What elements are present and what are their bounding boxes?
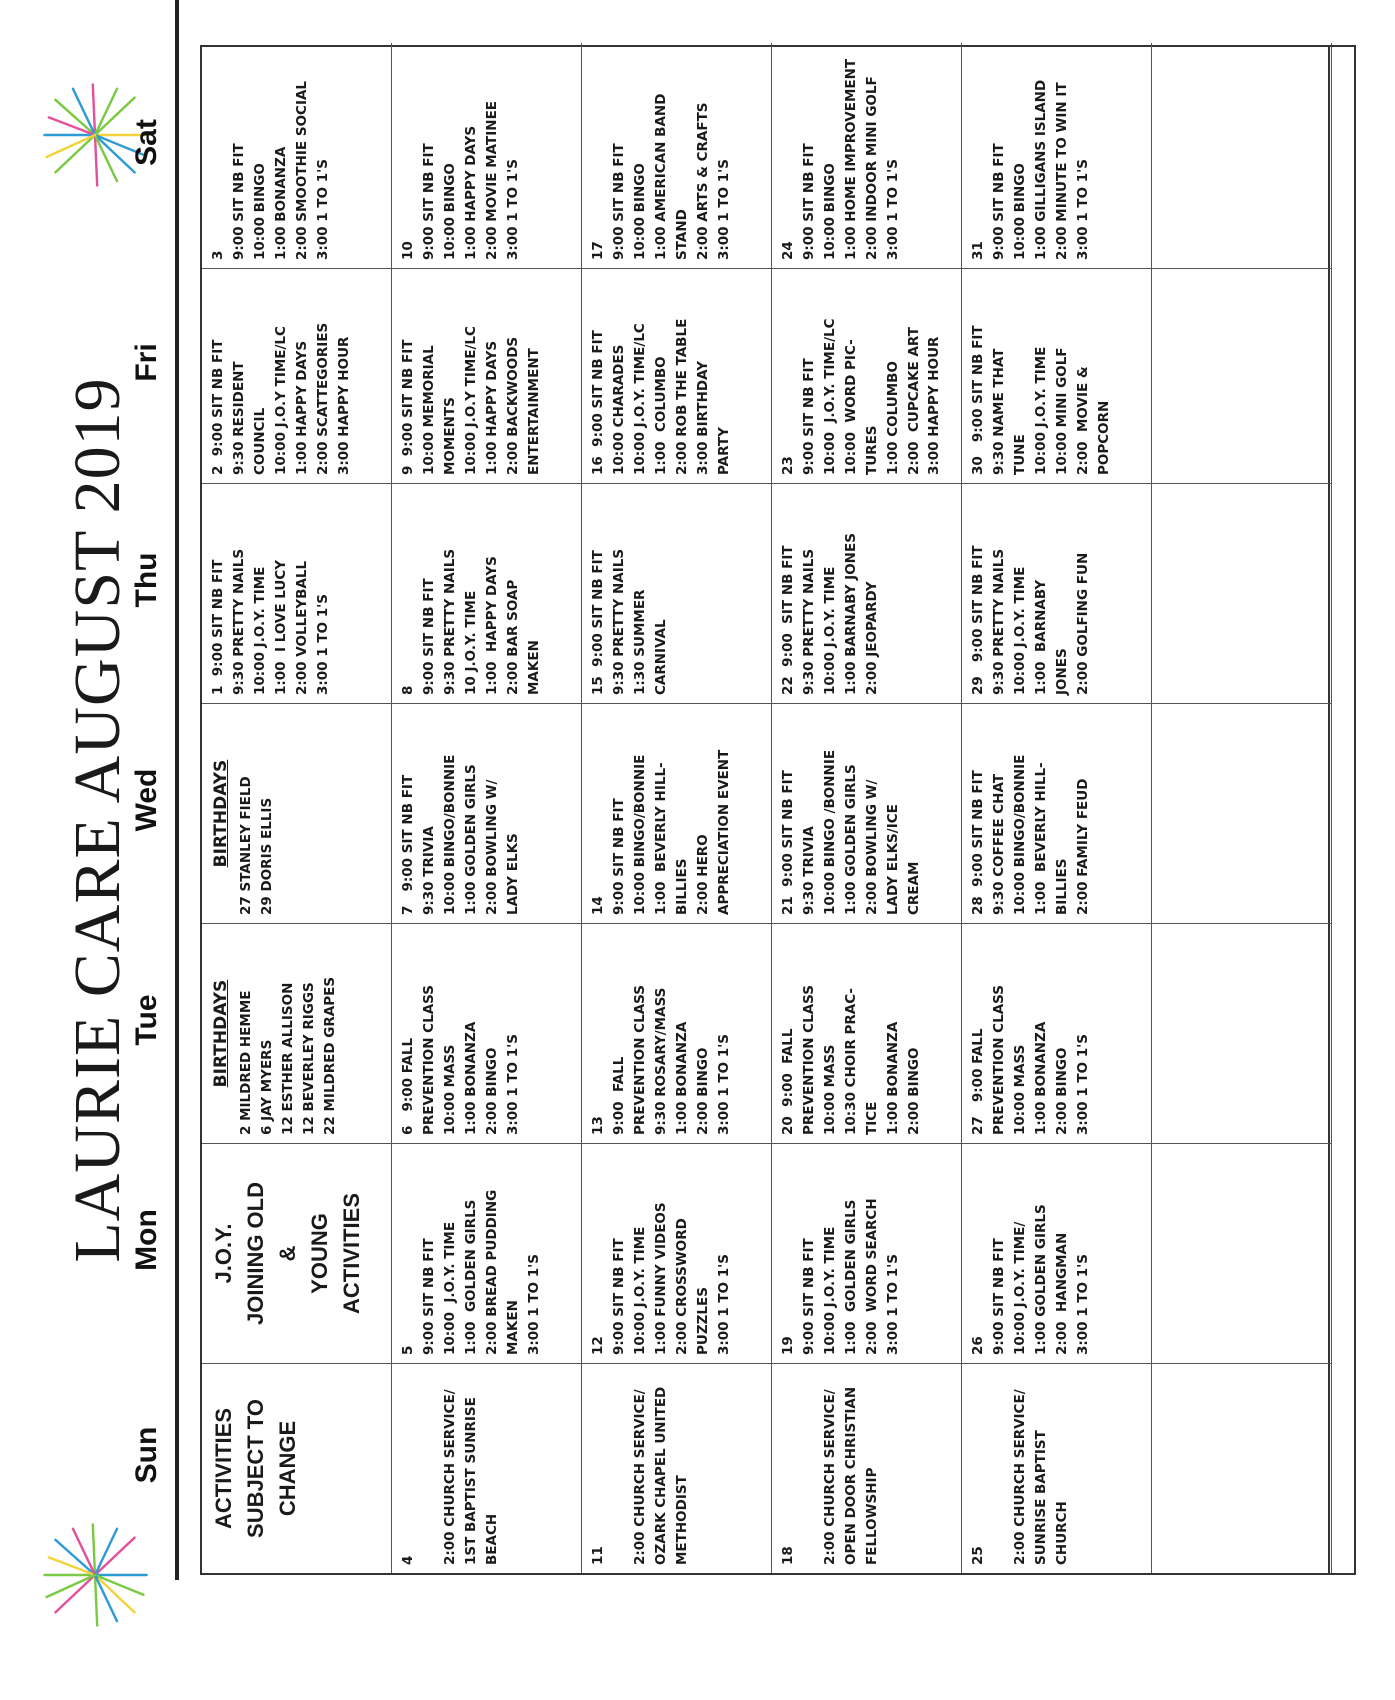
- activity-line: BEACH: [483, 1513, 500, 1565]
- activity-line: 2:00 CROSSWORD: [673, 1218, 690, 1355]
- activity-line: 3:00 1 TO 1'S: [314, 593, 331, 695]
- activity-line: 10:00 BINGO /BONNIE: [821, 749, 838, 915]
- calendar-cell-day: [582, 703, 772, 923]
- activity-line: [989, 1372, 1010, 1565]
- day-header-fri: Fri: [130, 343, 163, 382]
- activity-line: 1:00 GOLDEN GIRLS: [842, 1199, 859, 1355]
- activity-line: OPEN DOOR CHRISTIAN: [842, 1386, 859, 1565]
- activity-line: 1:00 HAPPY DAYS: [293, 340, 310, 475]
- activity-line: 10:00 WORD PIC-: [842, 339, 859, 475]
- activity-line: 2:00 CHURCH SERVICE/: [631, 1389, 648, 1565]
- activity-line: 6 9:00 FALL: [400, 1037, 416, 1135]
- activity-line: 15 9:00 SIT NB FIT: [590, 550, 606, 695]
- activity-line: 12 ESTHER ALLISON: [280, 982, 297, 1135]
- activity-line: 10:00 BINGO: [821, 163, 838, 260]
- activity-line: PREVENTION CLASS: [420, 985, 437, 1135]
- activity-line: 10 J.O.Y. TIME: [462, 590, 479, 695]
- calendar-cell-day: [962, 43, 1152, 268]
- activity-line: 9:30 COFFEE CHAT: [990, 773, 1007, 915]
- calendar-cell-day: [392, 1143, 582, 1363]
- activity-line: 27 STANLEY FIELD: [238, 776, 255, 915]
- activity-line: 9:00 SIT NB FIT: [420, 1238, 437, 1355]
- activity-line: [419, 1372, 440, 1565]
- activity-line: 25: [970, 1546, 986, 1565]
- calendar-cell-day: [582, 268, 772, 483]
- activity-line: 9:30 RESIDENT: [230, 361, 247, 475]
- activity-line: 1:00 GOLDEN GIRLS: [842, 764, 859, 915]
- activity-line: 9:30 TRIVIA: [800, 826, 817, 915]
- activity-line: 10:00 MASS: [1011, 1044, 1028, 1135]
- birthdays-heading: BIRTHDAYS: [211, 979, 231, 1088]
- activity-line: 10:00 J.O.Y. TIME: [821, 566, 838, 695]
- calendar-cell-day: [962, 923, 1152, 1143]
- activity-line: 5: [400, 1345, 416, 1355]
- calendar-cell-day: [392, 923, 582, 1143]
- activity-line: 17: [590, 241, 606, 260]
- activity-line: 9:00 FALL: [610, 1056, 627, 1135]
- activity-line: 3:00 1 TO 1'S: [504, 158, 521, 260]
- calendar-cell-day: [202, 43, 392, 268]
- activity-line: PUZZLES: [694, 1287, 711, 1355]
- activity-line: PREVENTION CLASS: [631, 985, 648, 1135]
- activity-line: 3:00 1 TO 1'S: [504, 1033, 521, 1135]
- calendar-cell-day: [772, 43, 962, 268]
- activity-line: JONES: [1053, 648, 1070, 695]
- activity-line: 29 9:00 SIT NB FIT: [970, 545, 986, 695]
- activity-line: 3:00 1 TO 1'S: [715, 158, 732, 260]
- activity-line: PARTY: [715, 427, 732, 475]
- activity-line: 1:00 I LOVE LUCY: [272, 559, 289, 695]
- activity-line: 2:00 HERO: [694, 834, 711, 915]
- activity-line: 3:00 1 TO 1'S: [884, 158, 901, 260]
- activity-line: 9:00 SIT NB FIT: [800, 143, 817, 260]
- calendar-cell-day: [772, 483, 962, 703]
- activity-line: 1:00 BONANZA: [272, 146, 289, 260]
- activity-line: 9:30 PRETTY NAILS: [230, 548, 247, 695]
- activity-line: 1:00 BEVERLY HILL-: [1032, 762, 1049, 915]
- activity-line: 2:00 BINGO: [694, 1047, 711, 1135]
- activity-line: COUNCIL: [251, 407, 268, 475]
- calendar-cell-empty: [1152, 43, 1332, 268]
- activity-line: 20 9:00 FALL: [780, 1028, 796, 1135]
- activity-line: 3: [210, 250, 226, 260]
- activity-line: 1:00 GILLIGANS ISLAND: [1032, 79, 1049, 260]
- activity-line: 31: [970, 241, 986, 260]
- activity-line: 24: [780, 241, 796, 260]
- activity-line: 9:00 SIT NB FIT: [990, 1238, 1007, 1355]
- activity-line: 2 9:00 SIT NB FIT: [210, 339, 226, 475]
- activity-line: 2:00 JEOPARDY: [863, 581, 880, 695]
- activity-line: PREVENTION CLASS: [990, 985, 1007, 1135]
- activity-line: MAKEN: [504, 1300, 521, 1355]
- activity-line: 12 BEVERLEY RIGGS: [301, 982, 318, 1135]
- activity-line: 3:00 1 TO 1'S: [1074, 1253, 1091, 1355]
- activity-line: 27 9:00 FALL: [970, 1028, 986, 1135]
- page-title: LAURIE CARE AUGUST 2019: [61, 377, 134, 1263]
- activity-line: 22 9:00 SIT NB FIT: [780, 545, 796, 695]
- activity-line: OZARK CHAPEL UNITED: [652, 1386, 669, 1565]
- calendar-cell-day: [962, 1143, 1152, 1363]
- activity-line: 1:00 GOLDEN GIRLS: [1032, 1204, 1049, 1355]
- activity-line: 2:00 MINUTE TO WIN IT: [1053, 82, 1070, 260]
- activity-line: 2:00 BINGO: [1053, 1047, 1070, 1135]
- activity-line: 1:00 BONANZA: [1032, 1021, 1049, 1135]
- activity-line: 10:00 BINGO: [251, 163, 268, 260]
- calendar-cell-day: [582, 923, 772, 1143]
- activity-line: 2:00 CHURCH SERVICE/: [821, 1389, 838, 1565]
- activity-line: APPRECIATION EVENT: [715, 749, 732, 915]
- activity-line: 2:00 CHURCH SERVICE/: [1011, 1389, 1028, 1565]
- activity-line: 9:30 TRIVIA: [420, 826, 437, 915]
- activity-line: 16 9:00 SIT NB FIT: [590, 330, 606, 475]
- activity-line: METHODIST: [673, 1475, 690, 1565]
- activity-line: CREAM: [905, 861, 922, 915]
- activity-line: 11: [590, 1546, 606, 1565]
- activity-line: TURES: [863, 425, 880, 475]
- activity-line: 10: [400, 241, 416, 260]
- calendar-cell-day: [582, 1143, 772, 1363]
- activity-line: 1:00 GOLDEN GIRLS: [462, 764, 479, 915]
- calendar-cell-day: [392, 43, 582, 268]
- calendar-cell-note: [202, 1363, 392, 1573]
- day-header-thu: Thu: [130, 552, 163, 608]
- activity-line: 1:00 HAPPY DAYS: [483, 556, 500, 695]
- activity-line: MOMENTS: [441, 397, 458, 475]
- activity-line: 3:00 1 TO 1'S: [1074, 158, 1091, 260]
- activity-line: 9:00 SIT NB FIT: [420, 143, 437, 260]
- activity-line: 9:00 SIT NB FIT: [800, 1238, 817, 1355]
- activity-line: 2:00 WORD SEARCH: [863, 1198, 880, 1355]
- activity-line: 2:00 MOVIE MATINEE: [483, 100, 500, 260]
- calendar-cell-day: [392, 268, 582, 483]
- activity-line: 2:00 BOWLING W/: [483, 779, 500, 915]
- activity-line: SUBJECT TO: [242, 1399, 268, 1538]
- activity-line: CHANGE: [274, 1420, 300, 1517]
- calendar-cell-day: [772, 1363, 962, 1573]
- calendar-cell-day: [962, 703, 1152, 923]
- activity-line: YOUNG: [306, 1213, 332, 1294]
- activity-line: 10:00 J.O.Y TIME/LC: [272, 326, 289, 475]
- activity-line: J.O.Y.: [211, 1223, 236, 1284]
- activity-line: 9:30 PRETTY NAILS: [441, 548, 458, 695]
- activity-line: 10:00 MEMORIAL: [420, 345, 437, 475]
- activity-line: 10:00 MINI GOLF: [1053, 347, 1070, 475]
- activity-line: 9:30 PRETTY NAILS: [800, 548, 817, 695]
- activity-line: ACTIVITIES: [338, 1193, 364, 1315]
- activity-line: 1:00 COLUMBO: [884, 361, 901, 475]
- activity-line: 10:00 J.O.Y. TIME: [1032, 346, 1049, 475]
- activity-line: 10:00 BINGO: [1011, 163, 1028, 260]
- activity-line: 10:00 MASS: [821, 1044, 838, 1135]
- activity-line: 2:00 BACKWOODS: [504, 336, 521, 475]
- activity-line: 1:00 BEVERLY HILL-: [652, 762, 669, 915]
- activity-line: 3:00 1 TO 1'S: [314, 158, 331, 260]
- activity-line: 10:00 MASS: [441, 1044, 458, 1135]
- activity-line: 3:00 1 TO 1'S: [715, 1253, 732, 1355]
- activity-line: 2:00 ROB THE TABLE: [673, 318, 690, 475]
- calendar-cell-empty: [1152, 703, 1332, 923]
- activity-line: 2:00 MOVIE &: [1074, 366, 1091, 475]
- activity-line: 10:30 CHOIR PRAC-: [842, 987, 859, 1135]
- calendar-cell-empty: [1152, 483, 1332, 703]
- calendar-cell-empty: [1152, 1363, 1332, 1573]
- activity-line: 21 9:00 SIT NB FIT: [780, 770, 796, 915]
- activity-line: 30 9:00 SIT NB FIT: [970, 325, 986, 475]
- activity-line: 26: [970, 1336, 986, 1355]
- activity-line: 1:00 BONANZA: [884, 1021, 901, 1135]
- activity-line: MAKEN: [525, 640, 542, 695]
- calendar-cell-day: [772, 1143, 962, 1363]
- activity-line: 3:00 1 TO 1'S: [715, 1033, 732, 1135]
- activity-line: 9:00 SIT NB FIT: [610, 143, 627, 260]
- calendar-cell-empty: [1152, 268, 1332, 483]
- activity-line: 10:00 J.O.Y TIME/LC: [462, 326, 479, 475]
- calendar-cell-day: [962, 1363, 1152, 1573]
- calendar-cell-day: [392, 703, 582, 923]
- activity-line: 1:00 HAPPY DAYS: [483, 340, 500, 475]
- activity-line: 9:00 SIT NB FIT: [800, 358, 817, 475]
- activity-line: 9:30 PRETTY NAILS: [610, 548, 627, 695]
- activity-line: POPCORN: [1095, 400, 1112, 475]
- activity-line: 1 9:00 SIT NB FIT: [210, 559, 226, 695]
- calendar-cell-empty: [1152, 1143, 1332, 1363]
- activity-line: 2:00 BINGO: [483, 1047, 500, 1135]
- activity-line: 23: [780, 456, 796, 475]
- activity-line: 2:00 BINGO: [905, 1047, 922, 1135]
- day-header-sat: Sat: [130, 119, 163, 166]
- activity-line: 4: [400, 1555, 416, 1565]
- activity-line: FELLOWSHIP: [863, 1467, 880, 1565]
- activity-line: 1:30 SUMMER: [631, 589, 648, 695]
- activity-line: 9 9:00 SIT NB FIT: [400, 339, 416, 475]
- activity-line: 13: [590, 1116, 606, 1135]
- calendar-cell-joy: [202, 1143, 392, 1363]
- activity-line: 1:00 BARNABY JONES: [842, 533, 859, 695]
- activity-line: TUNE: [1011, 434, 1028, 475]
- activity-line: 3:00 1 TO 1'S: [884, 1253, 901, 1355]
- activity-line: 2:00 VOLLEYBALL: [293, 560, 310, 695]
- activity-line: ENTERTAINMENT: [525, 348, 542, 475]
- activity-line: 10:00 BINGO/BONNIE: [1011, 754, 1028, 915]
- activity-line: 10:00 J.O.Y. TIME/LC: [631, 323, 648, 475]
- activity-line: LADY ELKS: [504, 833, 521, 915]
- activity-line: 14: [590, 896, 606, 915]
- calendar-cell-day: [582, 43, 772, 268]
- activity-line: 2:00 ARTS & CRAFTS: [694, 102, 711, 260]
- activity-line: 3:00 BIRTHDAY: [694, 360, 711, 475]
- activity-line: LADY ELKS/ICE: [884, 804, 901, 915]
- calendar-cell-birthdays: [202, 923, 392, 1143]
- activity-line: 2:00 HANGMAN: [1053, 1232, 1070, 1355]
- activity-line: 9:30 PRETTY NAILS: [990, 548, 1007, 695]
- activity-line: 9:00 SIT NB FIT: [610, 798, 627, 915]
- activity-line: 22 MILDRED GRAPES: [322, 976, 339, 1135]
- activity-line: 10:00 J.O.Y. TIME/: [1011, 1221, 1028, 1355]
- activity-line: 1:00 COLUMBO: [652, 356, 669, 475]
- activity-line: BILLIES: [1053, 858, 1070, 915]
- activity-line: 19: [780, 1336, 796, 1355]
- activity-line: 1:00 HOME IMPROVEMENT: [842, 58, 859, 260]
- activity-line: 1ST BAPTIST SUNRISE: [462, 1397, 479, 1565]
- activity-line: 10:00 BINGO/BONNIE: [441, 754, 458, 915]
- activity-line: 2:00 CHURCH SERVICE/: [441, 1389, 458, 1565]
- day-header-wed: Wed: [130, 768, 163, 832]
- activity-line: 6 JAY MYERS: [259, 1039, 276, 1135]
- activity-line: CARNIVAL: [652, 619, 669, 695]
- activity-line: BILLIES: [673, 858, 690, 915]
- activity-line: 9:00 SIT NB FIT: [230, 143, 247, 260]
- activity-line: 9:00 SIT NB FIT: [420, 578, 437, 695]
- day-header-tue: Tue: [130, 994, 163, 1046]
- activity-line: 9:30 ROSARY/MASS: [652, 987, 669, 1135]
- activity-line: 10:00 J.O.Y. TIME: [1011, 566, 1028, 695]
- activity-line: 3:00 1 TO 1'S: [525, 1253, 542, 1355]
- activity-line: 10:00 J.O.Y. TIME: [821, 1226, 838, 1355]
- calendar-cell-day: [202, 483, 392, 703]
- calendar-cell-day: [582, 1363, 772, 1573]
- activity-line: 18: [780, 1546, 796, 1565]
- activity-line: 2:00 SMOOTHIE SOCIAL: [293, 80, 310, 260]
- calendar-cell-day: [772, 268, 962, 483]
- activity-line: 2:00 CUPCAKE ART: [905, 327, 922, 475]
- activity-line: 1:00 GOLDEN GIRLS: [462, 1199, 479, 1355]
- activity-line: 1:00 BONANZA: [462, 1021, 479, 1135]
- activity-line: 3:00 HAPPY HOUR: [926, 336, 943, 475]
- calendar-cell-empty: [1152, 923, 1332, 1143]
- activity-line: 29 DORIS ELLIS: [259, 797, 276, 915]
- activity-line: 10:00 J.O.Y. TIME: [441, 1221, 458, 1355]
- bottom-strip: [1330, 45, 1356, 1575]
- activity-line: 2:00 GOLFING FUN: [1074, 552, 1091, 695]
- calendar-cell-day: [962, 483, 1152, 703]
- activity-line: 9:30 NAME THAT: [990, 348, 1007, 475]
- activity-line: 2 MILDRED HEMME: [238, 990, 255, 1135]
- activity-line: 9:00 SIT NB FIT: [610, 1238, 627, 1355]
- calendar-grid: [200, 45, 1330, 1575]
- activity-line: 12: [590, 1336, 606, 1355]
- activity-line: [609, 1372, 630, 1565]
- activity-line: 9:00 SIT NB FIT: [990, 143, 1007, 260]
- activity-line: 1:00 FUNNY VIDEOS: [652, 1202, 669, 1355]
- day-header-mon: Mon: [130, 1209, 163, 1271]
- calendar-cell-day: [582, 483, 772, 703]
- activity-line: SUNRISE BAPTIST: [1032, 1430, 1049, 1565]
- activity-line: [799, 1372, 820, 1565]
- day-header-sun: Sun: [130, 1426, 163, 1484]
- calendar-cell-day: [772, 703, 962, 923]
- activity-line: 3:00 1 TO 1'S: [1074, 1033, 1091, 1135]
- activity-line: 1:00 AMERICAN BAND STAND: [652, 88, 690, 260]
- activity-line: 3:00 HAPPY HOUR: [335, 336, 352, 475]
- activity-line: TICE: [863, 1101, 880, 1135]
- activity-line: 10:00 J.O.Y. TIME: [251, 566, 268, 695]
- activity-line: 1:00 HAPPY DAYS: [462, 125, 479, 260]
- activity-line: 7 9:00 SIT NB FIT: [400, 774, 416, 915]
- activity-line: 2:00 SCATTEGORIES: [314, 322, 331, 475]
- calendar-cell-day: [962, 268, 1152, 483]
- activity-line: 2:00 INDOOR MINI GOLF: [863, 76, 880, 260]
- activity-line: ACTIVITIES: [211, 1408, 236, 1530]
- activity-line: PREVENTION CLASS: [800, 985, 817, 1135]
- activity-line: JOINING OLD: [242, 1182, 268, 1326]
- activity-line: 10:00 J.O.Y. TIME/LC: [821, 318, 838, 475]
- activity-line: 28 9:00 SIT NB FIT: [970, 770, 986, 915]
- header-rule: [175, 0, 179, 1580]
- activity-line: 1:00 BONANZA: [673, 1021, 690, 1135]
- activity-line: 2:00 BREAD PUDDING: [483, 1189, 500, 1355]
- activity-line: 2:00 FAMILY FEUD: [1074, 778, 1091, 915]
- activity-line: 10:00 BINGO: [441, 163, 458, 260]
- activity-line: 10:00 BINGO: [631, 163, 648, 260]
- calendar-cell-day: [392, 1363, 582, 1573]
- calendar-cell-day: [202, 268, 392, 483]
- activity-line: 10:00 BINGO/BONNIE: [631, 754, 648, 915]
- activity-line: 10:00 CHARADES: [610, 344, 627, 475]
- birthdays-heading: BIRTHDAYS: [211, 759, 231, 868]
- activity-line: &: [274, 1245, 300, 1262]
- activity-line: 2:00 BOWLING W/: [863, 779, 880, 915]
- activity-line: 1:00 BARNABY: [1032, 579, 1049, 695]
- calendar-cell-day: [392, 483, 582, 703]
- calendar-cell-day: [772, 923, 962, 1143]
- activity-line: 8: [400, 685, 416, 695]
- activity-line: CHURCH: [1053, 1501, 1070, 1565]
- calendar-cell-birthdays: [202, 703, 392, 923]
- activity-line: 2:00 BAR SOAP: [504, 579, 521, 695]
- activity-line: 10:00 J.O.Y. TIME: [631, 1226, 648, 1355]
